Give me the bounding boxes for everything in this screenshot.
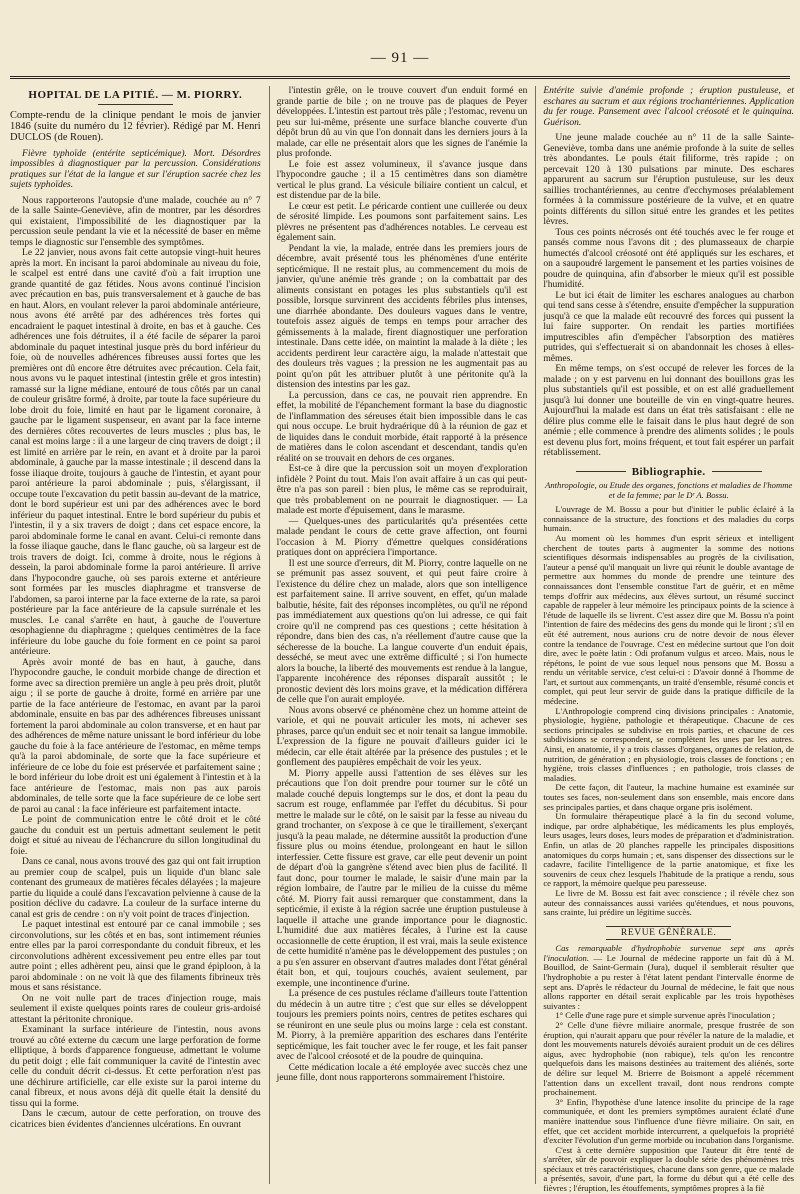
paragraph: l'intestin grêle, on le trouve couvert d'un enduit formé en grande partie de bile ; on ne trouve pas de plaques de Peyer développées. L'intestin est partout très pâle ; l'estomac, revenu un peu sur lui-même, présente une surface blanche couverte d'un dépôt brun dû au vin que l'on donnait dans les derniers jours à la malade, car elle ne présentait alors que les signes de l'anémie la plus profonde. bbox=[276, 85, 528, 159]
top-rule bbox=[10, 76, 790, 79]
column-1-body bbox=[10, 196, 261, 1131]
paragraph: On ne voit nulle part de traces d'injection rouge, mais seulement il existe quelques points rares de couleur gris-ardoisé attestant la péritonite chronique. bbox=[10, 992, 261, 1025]
columns bbox=[10, 85, 795, 1194]
revue-paragraph: 2° Celle d'une fièvre miliaire anormale, presque frustrée de son éruption, qui n'aurait apparu que pour révéler la nature de la maladie, et dont les mouvements naturels dévoiés auraient produit un de ces délires aigus, avec hydrophobie (non rabique), tels qu'on les rencontre quelquefois dans les maisons destinées au traitement des aliénés, sorte de délire sur lequel M. Brierre de Boismont a appelé récemment l'attention dans un excellent travail, dont nous rendrons compte prochainement. bbox=[543, 1019, 795, 1098]
paragraph: Le foie est assez volumineux, il s'avance jusque dans l'hypocondre gauche ; il a 15 centimètres dans son diamètre vertical le plus grand. La vésicule biliaire contient un calcul, et est distendue par de la bile. bbox=[276, 158, 528, 201]
bibliography-paragraph: L'Anthropologie comprend cinq divisions principales : Anatomie, physiologie, hygiène, pathologie et thérapeutique. Chacune de ces sections principales se subdivise en trois parties, et chacune de ces subdivisions se correspondent, se complètent les unes par les autres. Ainsi, en anatomie, il y a trois classes d'organes, organes de relation, de nutrition, de génération ; en physiologie, trois classes de fonctions ; en hygiène, trois classes d'influences ; en pathologie, trois classes de maladies. bbox=[543, 705, 795, 783]
revue-paragraph: C'est à cette dernière supposition que l'auteur dit être tenté de s'arrêter, sûr de pouvoir expliquer la double série des phénomènes très spéciaux et très caractéristiques, chacune dans son genre, que ce malade a présentés, savoir, d'une part, la forme du début qui a été celle des fièvres ; l'éruption, les étouffements, symptômes propres à la fiè bbox=[543, 1144, 795, 1194]
paragraph: Il est une source d'erreurs, dit M. Piorry, contre laquelle on ne se prémunit pas assez souvent, et qui peut faire croire à l'existence du délire chez un malade, alors que son intelligence est parfaitement saine. Il arrive souvent, en effet, qu'un malade balbutie, hésite, fait des réponses incomplètes, ou qu'il ne répond pas immédiatement aux questions qu'on lui adresse, ce qui fait croire qu'il ne comprend pas ces questions ; cette hésitation à répondre, dans bien des cas, n'a réellement d'autre cause que la sécheresse de la bouche. La langue couverte d'un enduit épais, desséché, se meut avec une extrême difficulté ; si l'on humecte alors la bouche, la liberté des mouvements est rendue à la langue, l'apparente incohérence des réponses disparaît aussitôt ; le pronostic devient dès lors moins grave, et la médication différera de celle que l'on aurait employée. bbox=[276, 557, 528, 705]
paragraph: Dans ce canal, nous avons trouvé des gaz qui ont fait irruption au premier coup de scalpel, puis un liquide d'un blanc sale contenant des grumeaux de matières fécales délayées ; la majeure partie du liquide a coulé dans l'excavation pelvienne à cause de la position déclive du cadavre. La couleur de la surface interne du canal est gris de cendre : on n'y voit point de traces d'injection. bbox=[10, 856, 261, 920]
paragraph: La percussion, dans ce cas, ne pouvait rien apprendre. En effet, la mobilité de l'épanchement formant la base du diagnostic de l'inflammation des séreuses était bien impossible dans le cas qui nous occupe. Le bruit hydraérique dû à la réunion de gaz et de liquides dans le conduit morbide, était rapporté à la présence de matières dans le colon ascendant et descendant, tandis qu'en réalité on se trouvait en dehors de ces organes. bbox=[276, 389, 528, 464]
bibliography-paragraph: Le livre de M. Bossu est fait avec conscience ; il révèle chez son auteur des connaissances aussi variées qu'étendues, et nous pouvons, sans crainte, lui prédire un légitime succès. bbox=[543, 887, 795, 918]
column-2-body bbox=[277, 86, 528, 1084]
paragraph: Examinant la surface intérieure de l'intestin, nous avons trouvé au côté externe du cæcum une large perforation de forme elliptique, à bords d'apparence fongueuse, admettant le volume du petit doigt ; elle fait communiquer la cavité de l'intestin avec celle du conduit décrit ci-dessus. Et cette perforation n'est pas une déchirure artificielle, car elle existe sur la paroi interne du canal fibreux, et nous avons déjà dit quelle était la densité du tissu qui la forme. bbox=[10, 1024, 261, 1109]
paragraph: Tous ces points nécrosés ont été touchés avec le fer rouge et pansés comme nous l'avons dit ; des plumasseaux de charpie humectés d'alcool créosoté ont été appliqués sur les eschares, et on a saupoudré largement le pansement et les parties voisines de poudre de quinquina, afin d'absorber le mieux qu'il est possible l'humidité. bbox=[543, 226, 795, 290]
article-lead: Compte-rendu de la clinique pendant le mois de janvier 1846 (suite du numéro du 12 février). Rédigé par M. Henri DUCLOS (de Rouen). bbox=[10, 109, 261, 144]
bibliography-paragraph: Un formulaire thérapeutique placé à la fin du second volume, indique, par ordre alphabétique, les médicaments les plus employés, leurs usages, leurs doses, leurs modes de préparation et d'administration. Enfin, un atlas de 20 planches rappelle les principales dispositions anatomiques du corps humain ; et, sans dispenser des dissections sur le cadavre, facilite l'intelligence de la partie anatomique, et fixe les souvenirs de ceux chez lesquels l'habitude de la pratique a rendu, sous ce rapport, la mémoire quelque peu paresseuse. bbox=[543, 811, 795, 889]
bibliography-book-title: Anthropologie, ou Etude des organes, fonctions et maladies de l'homme et de la femme; par le Dʳ A. Bossu. bbox=[545, 480, 793, 500]
paragraph: Une jeune malade couchée au n° 11 de la salle Sainte-Geneviève, tomba dans une anémie profonde à la suite de selles très abondantes. Le pouls était filiforme, très rapide ; on percevait 120 à 130 pulsations par minute. Des eschares apparurent au sacrum sur l'éruption pustuleuse, sur les deux saillies trochantériennes, au centre d'ecchymoses préalablement formées à la commissure postérieure de la vulve, et en quatre points différents du sillon situé entre les grandes et les petites lèvres. bbox=[543, 132, 795, 227]
revue-body bbox=[543, 944, 794, 1193]
paragraph: Pendant la vie, la malade, entrée dans les premiers jours de décembre, avait présenté tous les phénomènes d'une entérite septicémique. Il ne restait plus, au commencement du mois de janvier, qu'une anémie très grande ; on la combattait par des aliments consistant en potages les plus substantiels qu'il est possible, lorsque survinrent des accidents fébriles plus intenses, une diarrhée abondante. Des douleurs vagues dans le ventre, toutefois assez aiguës de temps en temps pour arracher des gémissements à la malade, firent diagnostiquer une perforation intestinale. Dans cette idée, on maintint la malade à la diète ; les accidents perdirent leur caractère aigu, la malade n'attestait que des douleurs très vagues ; la pression ne les augmentait pas au point qu'on pût les attribuer plutôt à une péritonite qu'à la distension des intestins par les gaz. bbox=[276, 242, 528, 390]
article-title-text: HOPITAL DE LA PITIÉ. — bbox=[28, 89, 174, 101]
case2-subject: Entérite suivie d'anémie profonde ; éruption pustuleuse, et eschares au sacrum et aux régions trochantériennes. Application du fer rouge. Pansement avec l'alcool créosoté et le quinquina. Guérison. bbox=[543, 85, 795, 128]
revue-case-title: Cas remarquable d'hydrophobie survenue sept ans après l'inoculation. bbox=[543, 943, 795, 963]
paragraph: Le but ici était de limiter les eschares analogues au charbon qui tend sans cesse à s'étendre, ensuite d'empêcher la suppuration jusqu'à ce que la malade eût recouvré des forces qui pussent la lui faire supporter. On rendait les parties mortifiées imputrescibles afin d'empêcher l'absorption des matières putrides, qui s'effectuerait si on abandonnait les choses à elles-mêmes. bbox=[543, 289, 795, 364]
column-1 bbox=[10, 86, 261, 1184]
article-author: M. PIORRY. bbox=[176, 89, 243, 101]
bibliography-paragraph: Au moment où les hommes d'un esprit sérieux et intelligent cherchent de toutes parts à augmenter la somme des notions scientifiques désormais indispensables au progrès de la civilisation, l'auteur a pensé qu'il manquait un livre qui réunit le double avantage de permettre aux hommes du monde de prendre une teinture des connaissances dont l'ensemble constitue l'art de guérir, et en même temps d'offrir aux médecins, aux élèves surtout, un résumé succinct capable de rappeler à leur mémoire les principaux points de la science à l'étude de laquelle ils se livrent. C'est assez dire que M. Bossu n'a point l'intention de faire des médecins des gens du monde qui le liront ; s'il en eût été autrement, nous aurions cru de notre devoir de nous élever contre la tendance de l'ouvrage. C'est en médecine surtout que l'on doit dire, avec le poète latin : Odi profanum vulgus et arceo. Mais, nous le répétons, le point de vue sous lequel nous pensons que M. Bossu a rendu un véritable service, c'est celui-ci : D'avoir donné à l'homme de l'art, et surtout aux commençants, un traité d'ensemble, résumé concis et complet, qui peut leur servir de guide dans la pratique difficile de la médecine. bbox=[543, 532, 795, 707]
revue-paragraph: 1° Celle d'une rage pure et simple survenue après l'inoculation ; bbox=[555, 1010, 776, 1021]
column-3 bbox=[535, 85, 795, 1194]
column-2 bbox=[269, 86, 528, 1184]
paragraph: Dans le cæcum, autour de cette perforation, on trouve des cicatrices bien évidentes d'anciennes ulcérations. En ouvrant bbox=[10, 1108, 261, 1130]
paragraph: Après avoir monté de bas en haut, à gauche, dans l'hypocondre gauche, le conduit morbide change de direction et forme avec sa direction première un angle à peu près droit, plutôt aigu ; il se porte de gauche à droite, formé en arrière par une partie de la face antérieure de l'estomac, en avant par la paroi abdominale, ensuite en bas par des adhérences fibreuses unissant fortement la paroi abdominale au colon transverse, et en haut par des adhérences de même nature unissant le bord inférieur du lobe gauche du foie à la face antérieure de l'estomac, en même temps qu'à la paroi abdominale, de sorte que la face supérieure et inférieure de ce lobe du foie est préservée et parfaitement saine ; le bord inférieur du lobe droit est uni également à l'intestin et à la face antérieure de l'estomac, mais non pas aux parois abdominales, de telle sorte que la face supérieure de ce lobe sert de paroi au canal : la face inférieure est parfaitement intacte. bbox=[10, 656, 261, 815]
paragraph: Le paquet intestinal est entouré par ce canal immobile ; ses circonvolutions, sur les côtés et en bas, sont intimement réunies entre elles par la paroi correspondante du conduit fibreux, et les circonvolutions adhèrent excessivement peu entre elles par tout autre point ; elles adhèrent peu, ainsi que le grand épiploon, à la paroi abdominale : on ne voit là que des filaments fibrineux très mous et sans résistance. bbox=[10, 919, 261, 994]
bibliography-body bbox=[543, 505, 794, 918]
page-number: — 91 — bbox=[370, 50, 430, 66]
paragraph: Nous avons observé ce phénomène chez un homme atteint de variole, et qui ne pouvait articuler les mots, ni achever ses phrases, parce qu'un enduit sec et noir tenait sa langue immobile. L'expression de la figure ne pouvait d'ailleurs guider ici le médecin, car elle était altérée par la présence des pustules ; et le gonflement des paupières empêchait de voir les yeux. bbox=[276, 704, 528, 768]
bibliography-paragraph: L'ouvrage de M. Bossu a pour but d'initier le public éclairé à la connaissance de la structure, des fonctions et des maladies du corps humain. bbox=[543, 504, 795, 534]
paragraph: M. Piorry appelle aussi l'attention de ses élèves sur les précautions que l'on doit prendre pour tourner sur le côté un malade couché depuis longtemps sur le dos, et dont la peau du sacrum est rouge, enflammée par l'effet du décubitus. Si pour mettre le malade sur le côté, on le saisit par la fesse au niveau du grand trochanter, on s'expose à ce que le tiraillement, s'exerçant jusqu'à la peau malade, ne détermine aussitôt la production d'une fissure plus ou moins étendue, prolongeant en haut le sillon interfessier. Cette fissure est grave, car elle peut devenir un point de départ d'où la gangrène s'étend avec bien plus de facilité. Il faut donc, pour tourner le malade, le saisir d'une main par la région lombaire, de l'autre par le milieu de la cuisse du même côté. M. Piorry fait aussi remarquer que constamment, dans la septicémie, il existe à la région sacrée une éruption pustuleuse à laquelle il attache une grande importance pour le diagnostic. L'humidité due aux matières fécales, à l'urine est la cause occasionnelle de cette éruption, il est vrai, mais la seule existence de cette humidité n'amène pas le développement des pustules ; on a pu s'en assurer en observant d'autres malades dont l'état général était bon, et qui, toujours couchés, avaient seulement, par exemple, une incontinence d'urine. bbox=[276, 767, 528, 989]
case-subject: Fièvre typhoïde (entérite septicémique). Mort. Désordres impossibles à diagnostiquer par la percussion. Considérations pratiques sur l'état de la langue et sur l'éruption sacrée chez les sujets typhoïdes. bbox=[10, 147, 261, 191]
bibliography-heading: Bibliographie. bbox=[543, 467, 794, 478]
article-title bbox=[10, 90, 261, 101]
paragraph: Le 22 janvier, nous avons fait cette autopsie vingt-huit heures après la mort. En incisant la paroi abdominale au niveau du foie, le scalpel est entré dans une cavité d'où a fait irruption une grande quantité de gaz fétides. Nous avons continué l'incision avec précaution en bas, puis transversalement et à gauche de bas en haut. Alors, en voulant relever la paroi abdominale antérieure, nous avons été arrêté par des adhérences très fortes qui encadraient le paquet intestinal à droite, en bas et à gauche. Ces adhérences une fois détruites, il a été facile de séparer la paroi abdominale du paquet intestinal jusque près du bord inférieur du foie, où de nouvelles adhérences fibreuses aussi fortes que les premières ont dû encore être détruites avec précaution. Cela fait, nous avons vu le paquet intestinal (intestin grêle et gros intestin) ramassé sur la ligne médiane, entouré de tous côtés par un canal de couleur grisâtre formé, à droite, par toute la face supérieure du lobe droit du foie, limité en haut par le ligament coronaire, à gauche par le ligament suspenseur, en avant par la face interne des dernières côtes recouvertes de leurs muscles ; plus bas, le canal est moins large : il a une largeur de cinq travers de doigt ; il est limité en arrière par le rein, en avant et à droite par la paroi abdominale, à gauche par la masse intestinale ; il descend dans la fosse iliaque droite, toujours à gauche de l'intestin, et ayant pour paroi antérieure la paroi abdominale ; puis, s'élargissant, il occupe toute l'excavation du petit bassin au-devant de la matrice, dont le bord supérieur est uni par des adhérences avec le bord inférieur du paquet intestinal. Entre le bord supérieur du pubis et l'intestin, il y a six travers de doigt ; dans cet espace encore, la paroi abdominale forme le canal en avant. Celui-ci remonte dans la fosse iliaque gauche, dans le flanc gauche, où sa largeur est de trois travers de doigt. Ici, comme à droite, nous le régions à dessein, la paroi abdominale forme la paroi antérieure. Il arrive dans l'hypocondre gauche, où ses parois externe et antérieure sont formées par les muscles diaphragme et transverse de l'abdomen, sa paroi interne par la face externe de la rate, sa paroi postérieure par la face antérieure de la capsule surrénale et les muscles. Le canal s'arrête en haut, à gauche de l'ouverture œsophagienne du diaphragme ; quelques centimètres de la face inférieure du lobe gauche du foie forment en ce point sa paroi antérieure. bbox=[10, 247, 261, 658]
revue-paragraph: Cas remarquable d'hydrophobie survenue sept ans après l'inoculation. — Le Journal de médecine rapporte un fait dû à M. Bouillod, de Saint-Germain (Jura), duquel il semblerait résulter que l'hydrophobie a pu rester à l'état latent pendant l'intervalle énorme de sept ans. D'après le rédacteur du Journal de médecine, le fait que nous allons rapporter en détail serait explicable par les trois hypothèses suivantes : bbox=[543, 943, 795, 1011]
paragraph: Est-ce à dire que la percussion soit un moyen d'exploration infidèle ? Point du tout. Mais l'on avait affaire à un cas qui peut-être n'a pas son pareil : bien plus, le même cas se reproduirait, que très probablement on ne pourrait le diagnostiquer. — La malade est morte d'épuisement, dans le marasme. bbox=[276, 463, 528, 516]
column-3-body bbox=[543, 133, 794, 459]
paragraph: Le cœur est petit. Le péricarde contient une cuillerée ou deux de sérosité limpide. Les poumons sont parfaitement sains. Les plèvres ne présentent pas d'adhérences notables. Le cerveau est également sain. bbox=[276, 200, 528, 243]
paragraph: — Quelques-unes des particularités qu'a présentées cette malade pendant le cours de cette grave affection, ont fourni l'occasion à M. Piorry d'émettre quelques considérations pratiques dont on appréciera l'importance. bbox=[276, 515, 528, 558]
paragraph: En même temps, on s'est occupé de relever les forces de la malade ; on y est parvenu en lui donnant des bouillons gras les plus substantiels qu'il est possible, et on est allé graduellement jusqu'à lui donner une bouteille de vin en vingt-quatre heures. Aujourd'hui la malade est dans un état très satisfaisant : elle ne délire plus comme elle le faisait dans le plus haut degré de son anémie ; elle commence à prendre des aliments solides ; le pouls est devenu plus fort, moins fréquent, et tout fait espérer un parfait rétablissement. bbox=[543, 363, 795, 458]
bibliography-paragraph: De cette façon, dit l'auteur, la machine humaine est examinée sur toutes ses faces, non-seulement dans son ensemble, mais encore dans ses principales parties, et dans chaque organe pris isolément. bbox=[543, 782, 795, 812]
revue-heading: REVUE GÉNÉRALE. bbox=[606, 926, 731, 941]
title-divider bbox=[98, 104, 173, 105]
paragraph: Le point de communication entre le côté droit et le côté gauche du conduit est un pertuis admettant seulement le petit doigt et situé au niveau de l'échancrure du sillon longitudinal du foie. bbox=[10, 814, 261, 857]
revue-paragraph: 3° Enfin, l'hypothèse d'une latence insolite du principe de la rage communiquée, et dont les premiers symptômes auraient éclaté d'une manière inattendue sous l'influence d'une fièvre miliaire. On sait, en effet, que cet accident morbide intercurrent, a quelquefois la propriété d'exciter l'évolution d'un germe morbide ou incubation dans l'organisme. bbox=[543, 1096, 795, 1146]
paragraph: Cette médication locale a été employée avec succès chez une jeune fille, dont nous rapporterons sommairement l'histoire. bbox=[276, 1061, 528, 1083]
paragraph: La présence de ces pustules réclame d'ailleurs toute l'attention du médecin à un autre titre ; c'est que sur elles se développent toujours les premiers points noirs, centres de petites eschares qui se réuniront en une seule plus ou moins large : cela est constant. M. Piorry, à la première apparition des eschares dans l'entérite septicémique, les fait toucher avec le fer rouge, et les fait panser avec de l'alcool créosoté et de la poudre de quinquina. bbox=[276, 988, 528, 1062]
paragraph: Nous rapporterons l'autopsie d'une malade, couchée au n° 7 de la salle Sainte-Geneviève, afin de montrer, par les désordres qui existaient, l'impossibilité de les diagnostiquer par la percussion seule pendant la vie et la nécessité de baser en même temps le diagnostic sur l'ensemble des symptômes. bbox=[10, 194, 261, 248]
